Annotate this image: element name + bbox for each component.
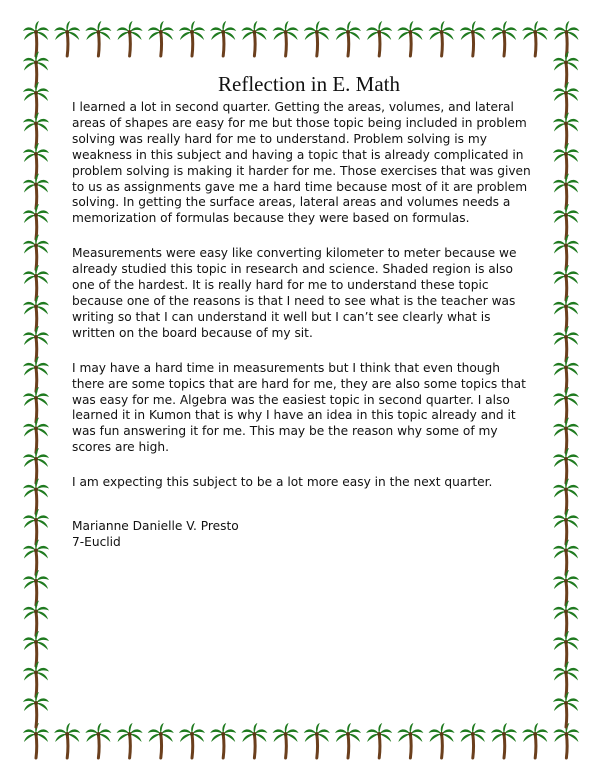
document-title: Reflection in E. Math — [218, 72, 400, 96]
palm-tree-icon — [23, 265, 49, 300]
palm-tree-icon — [553, 631, 579, 666]
palm-tree-icon — [23, 662, 49, 697]
palm-tree-icon — [460, 723, 486, 758]
palm-tree-icon — [23, 52, 49, 87]
palm-tree-icon — [553, 326, 579, 361]
paragraph-3: I may have a hard time in measurements but I think that even though there are some topics that are hard for me, they are also some topics that was easy for me. Algebra was the easiest topic in second quarter. I also learned it in Kumon that is why I have an idea in this topic already and it was fun answering it for me. This may be the reason why some of my scores are high. — [72, 360, 526, 455]
palm-tree-icon — [23, 21, 49, 56]
palm-tree-icon — [553, 540, 579, 575]
palm-tree-icon — [553, 82, 579, 117]
palm-tree-icon — [397, 723, 423, 758]
palm-tree-icon — [23, 479, 49, 514]
author-name: Marianne Danielle V. Presto — [72, 519, 239, 534]
palm-tree-icon — [23, 326, 49, 361]
palm-tree-icon — [179, 723, 205, 758]
palm-tree-icon — [273, 723, 299, 758]
palm-tree-icon — [553, 265, 579, 300]
palm-tree-icon — [553, 357, 579, 392]
palm-tree-icon — [553, 52, 579, 87]
palm-tree-icon — [23, 631, 49, 666]
palm-tree-icon — [23, 174, 49, 209]
paragraph-4: I am expecting this subject to be a lot more easy in the next quarter. — [72, 475, 493, 490]
palm-tree-icon — [429, 21, 455, 56]
palm-tree-icon — [366, 723, 392, 758]
palm-tree-icon — [23, 540, 49, 575]
palm-tree-icon — [553, 174, 579, 209]
palm-tree-icon — [460, 21, 486, 56]
palm-tree-icon — [553, 692, 579, 727]
palm-tree-icon — [23, 113, 49, 148]
palm-tree-icon — [23, 235, 49, 270]
palm-tree-icon — [553, 235, 579, 270]
palm-tree-icon — [335, 21, 361, 56]
palm-tree-icon — [553, 418, 579, 453]
palm-tree-icon — [23, 601, 49, 636]
palm-tree-icon — [335, 723, 361, 758]
palm-tree-icon — [85, 21, 111, 56]
palm-tree-icon — [553, 662, 579, 697]
palm-tree-icon — [553, 296, 579, 331]
palm-tree-icon — [148, 21, 174, 56]
palm-tree-icon — [23, 296, 49, 331]
palm-tree-icon — [117, 21, 143, 56]
palm-tree-icon — [491, 21, 517, 56]
palm-tree-icon — [553, 601, 579, 636]
palm-tree-icon — [553, 570, 579, 605]
palm-tree-icon — [23, 692, 49, 727]
palm-tree-icon — [553, 143, 579, 178]
palm-tree-icon — [54, 21, 80, 56]
palm-tree-icon — [241, 723, 267, 758]
palm-tree-icon — [23, 448, 49, 483]
palm-tree-icon — [210, 723, 236, 758]
palm-tree-icon — [429, 723, 455, 758]
palm-tree-icon — [553, 113, 579, 148]
palm-tree-icon — [553, 204, 579, 239]
palm-tree-icon — [54, 723, 80, 758]
palm-tree-icon — [553, 509, 579, 544]
palm-tree-icon — [179, 21, 205, 56]
palm-tree-icon — [23, 82, 49, 117]
palm-tree-icon — [210, 21, 236, 56]
palm-tree-icon — [553, 448, 579, 483]
palm-tree-icon — [366, 21, 392, 56]
paragraph-1: I learned a lot in second quarter. Getting the areas, volumes, and lateral areas of shapes are easy for me but those topic being included in problem solving was really hard for me to understand. Problem solving is my weakness in this subject and having a topic that is already complicated in problem solving is making it harder for me. Those exercises that was given to us as assignments gave me a hard time because most of it are problem solving. In getting the surface areas, lateral areas and volumes needs a memorization of formulas because they were based on formulas. — [72, 100, 531, 226]
palm-tree-icon — [553, 21, 579, 56]
palm-tree-icon — [23, 357, 49, 392]
palm-tree-icon — [23, 143, 49, 178]
palm-tree-icon — [397, 21, 423, 56]
document-body — [72, 72, 534, 551]
palm-tree-icon — [23, 204, 49, 239]
palm-tree-icon — [273, 21, 299, 56]
palm-tree-icon — [85, 723, 111, 758]
paragraph-2: Measurements were easy like converting kilometer to meter because we already studied this topic in research and science. Shaded region is also one of the hardest. It is really hard for me to understand these topic because one of the reasons is that I need to see what is the teacher was writing so that I can understand it well but I can’t see clearly what is written on the board because of my sit. — [72, 246, 517, 340]
palm-tree-icon — [522, 723, 548, 758]
palm-tree-icon — [241, 21, 267, 56]
palm-tree-icon — [522, 21, 548, 56]
palm-tree-icon — [304, 21, 330, 56]
palm-tree-icon — [553, 479, 579, 514]
palm-tree-icon — [148, 723, 174, 758]
palm-tree-icon — [23, 570, 49, 605]
palm-tree-icon — [553, 387, 579, 422]
class-section: 7-Euclid — [72, 534, 121, 549]
palm-tree-icon — [117, 723, 143, 758]
palm-tree-icon — [23, 418, 49, 453]
palm-tree-icon — [491, 723, 517, 758]
palm-tree-icon — [23, 509, 49, 544]
palm-tree-icon — [23, 387, 49, 422]
palm-tree-icon — [304, 723, 330, 758]
